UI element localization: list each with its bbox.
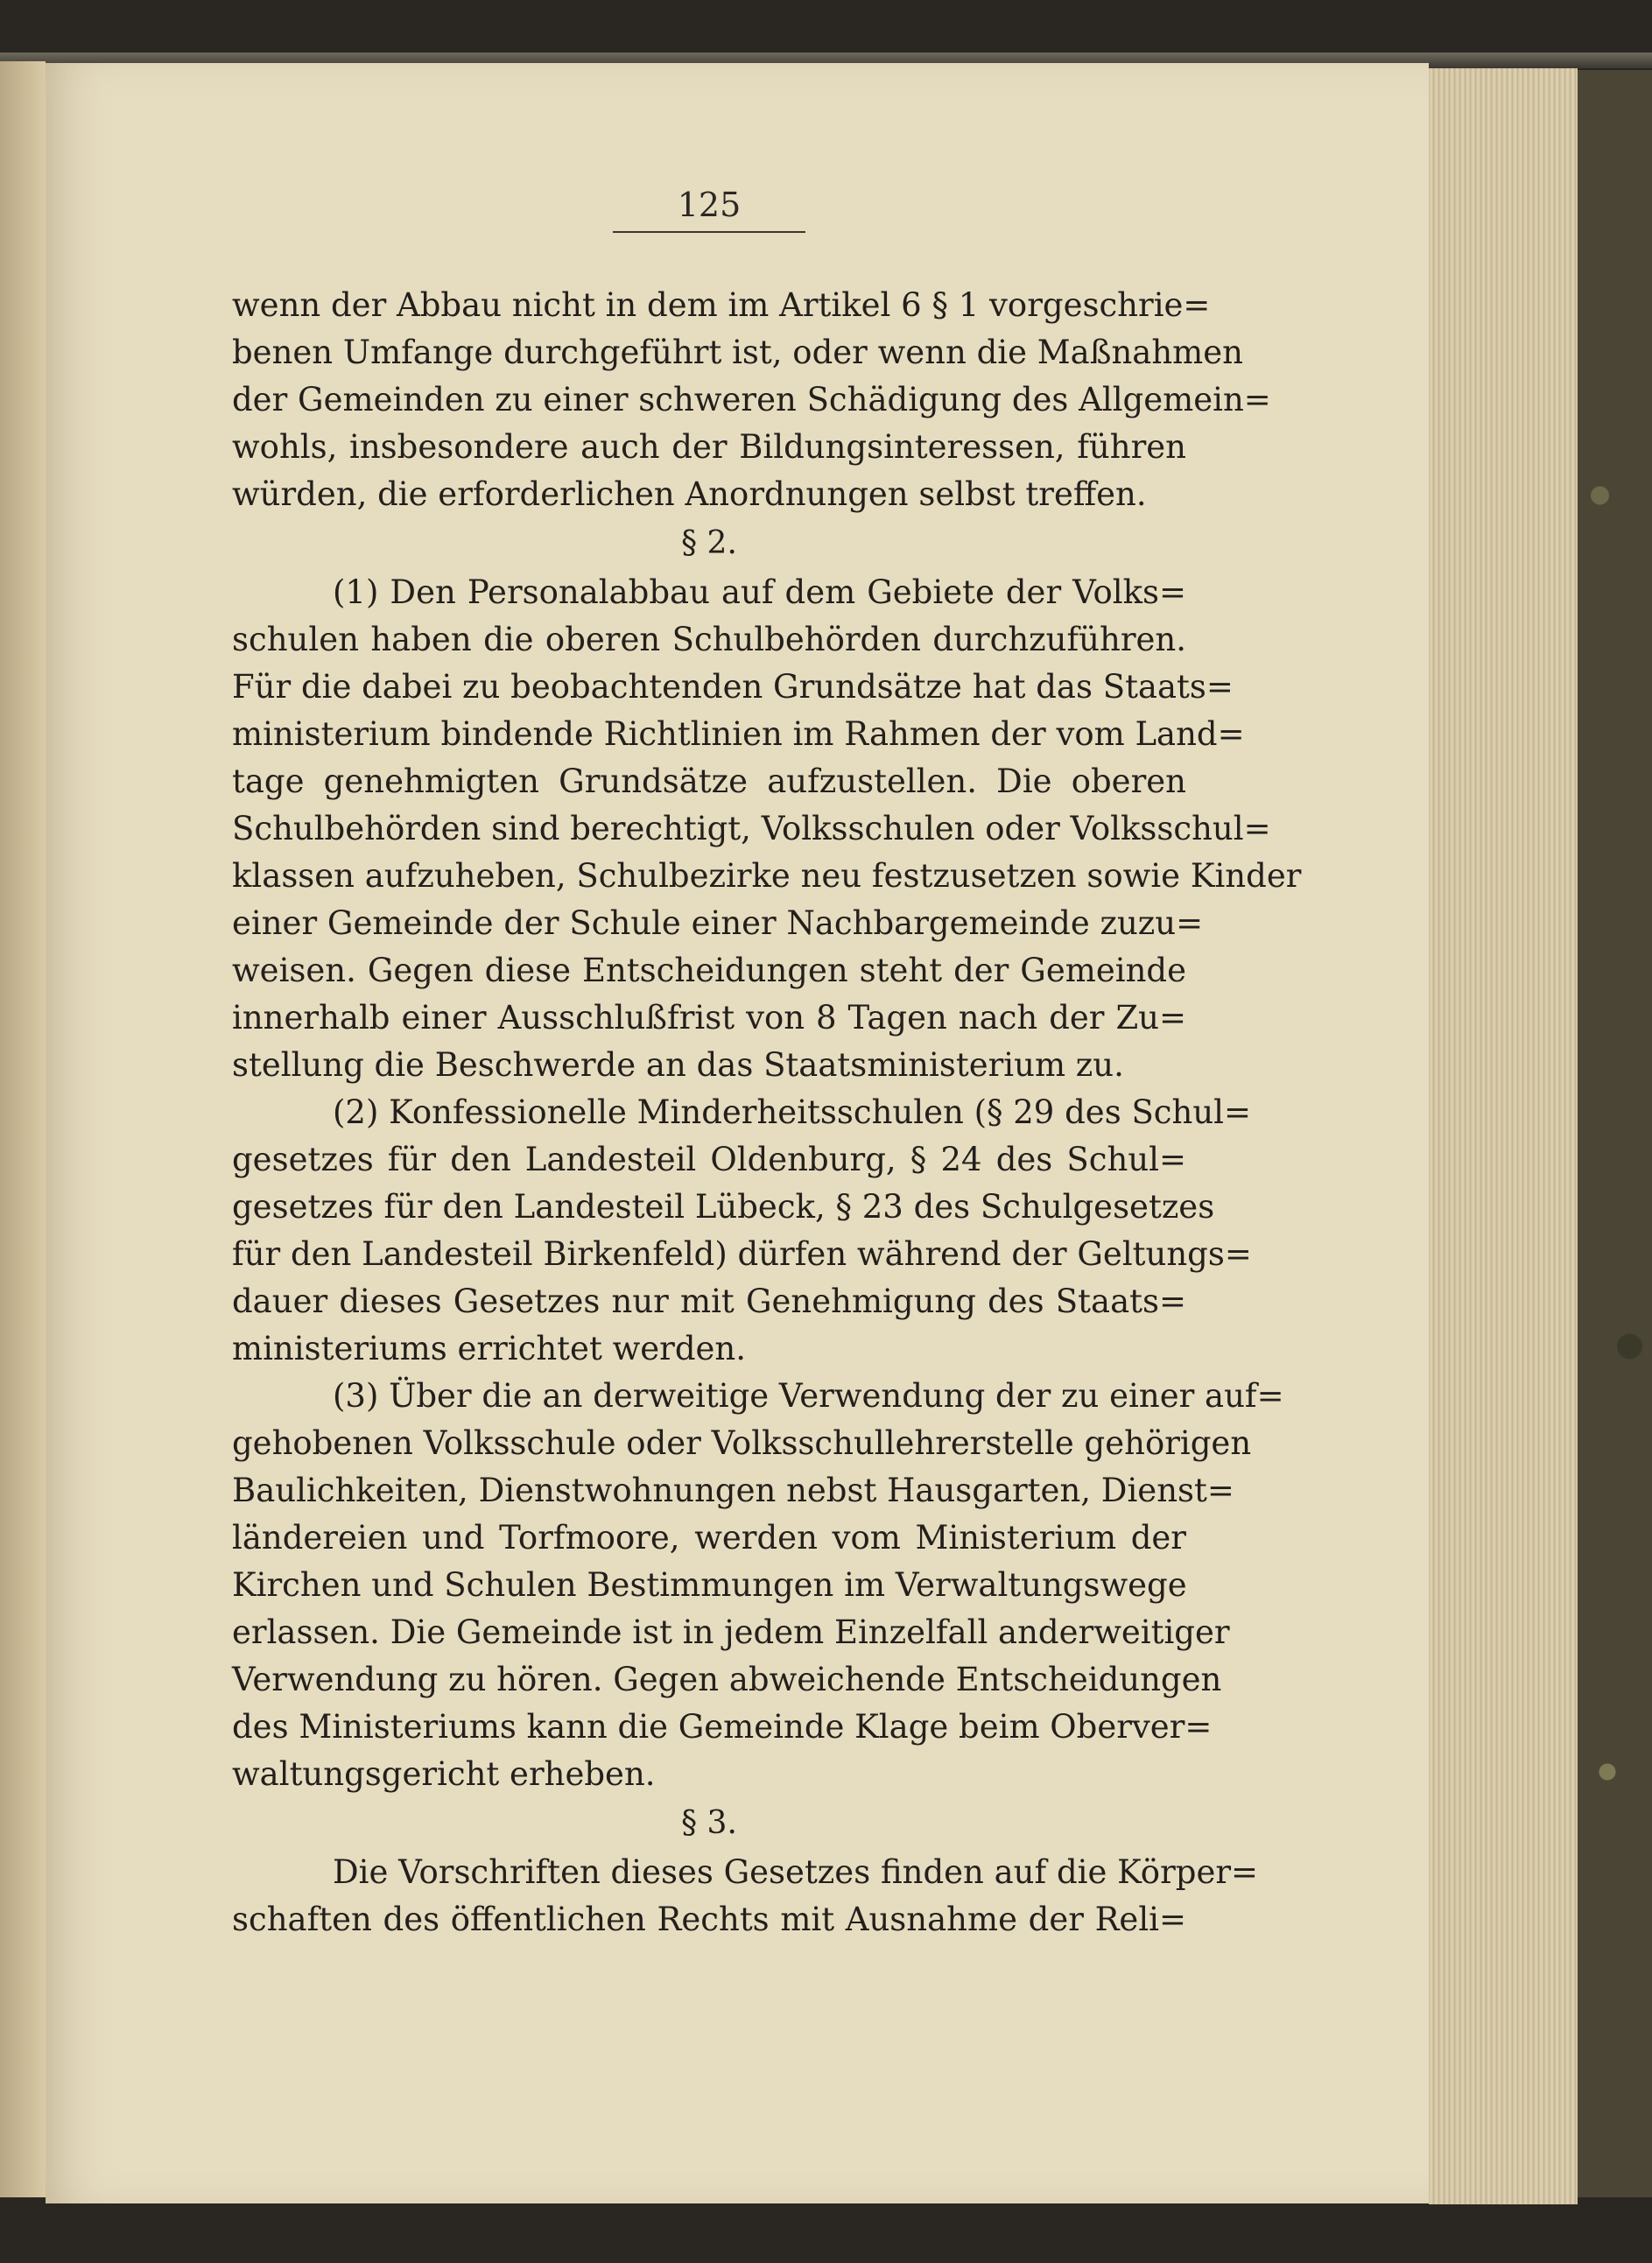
text-line: Kirchen und Schulen Bestimmungen im Verwaltungswege	[232, 1566, 1187, 1604]
text-line: stellung die Beschwerde an das Staatsministerium zu.	[232, 1046, 1124, 1084]
text-line: Schulbehörden sind berechtigt, Volksschulen oder Volksschul=	[232, 810, 1271, 847]
text-line: gehobenen Volksschule oder Volksschullehrerstelle gehörigen	[232, 1424, 1252, 1462]
text-line: weisen. Gegen diese Entscheidungen steht der Gemeinde	[232, 952, 1186, 989]
text-line: Die Vorschriften dieses Gesetzes finden auf die Körper=	[333, 1853, 1259, 1891]
left-page-edge	[0, 61, 46, 2197]
section-heading-3: § 3.	[681, 1805, 737, 1841]
text-line: ministerium bindende Richtlinien im Rahmen der vom Land=	[232, 715, 1245, 753]
marbled-cover	[1578, 70, 1652, 2197]
page-stack-edges	[1429, 68, 1578, 2204]
text-line: ministeriums errichtet werden.	[232, 1330, 746, 1367]
text-line: erlassen. Die Gemeinde ist in jedem Einzelfall anderweitiger	[232, 1613, 1230, 1651]
text-line: innerhalb einer Ausschlußfrist von 8 Tagen nach der Zu=	[232, 999, 1186, 1037]
section-heading-2: § 2.	[681, 525, 737, 561]
text-line: gesetzes für den Landesteil Oldenburg, § 24 des Schul=	[232, 1141, 1186, 1178]
page-number: 125	[677, 186, 742, 224]
text-line: tage genehmigten Grundsätze aufzustellen. Die oberen	[232, 763, 1186, 800]
text-line: (1) Den Personalabbau auf dem Gebiete der Volks=	[333, 573, 1186, 611]
text-line: des Ministeriums kann die Gemeinde Klage beim Oberver=	[232, 1708, 1213, 1746]
text-line: Für die dabei zu beobachtenden Grundsätze hat das Staats=	[232, 668, 1234, 706]
text-line: schaften des öffentlichen Rechts mit Ausnahme der Reli=	[232, 1901, 1186, 1938]
text-line: benen Umfange durchgeführt ist, oder wenn die Maßnahmen	[232, 334, 1243, 371]
text-line: einer Gemeinde der Schule einer Nachbargemeinde zuzu=	[232, 904, 1204, 942]
text-line: wenn der Abbau nicht in dem im Artikel 6 § 1 vorgeschrie=	[232, 286, 1211, 324]
text-line: gesetzes für den Landesteil Lübeck, § 23 des Schulgesetzes	[232, 1188, 1215, 1226]
text-line: waltungsgericht erheben.	[232, 1755, 656, 1793]
text-line: ländereien und Torfmoore, werden vom Ministerium der	[232, 1519, 1186, 1557]
text-line: Verwendung zu hören. Gegen abweichende Entscheidungen	[232, 1661, 1222, 1698]
text-line: der Gemeinden zu einer schweren Schädigung des Allgemein=	[232, 381, 1271, 418]
text-line: Baulichkeiten, Dienstwohnungen nebst Hausgarten, Dienst=	[232, 1472, 1234, 1509]
text-line: (2) Konfessionelle Minderheitsschulen (§ 29 des Schul=	[333, 1093, 1252, 1131]
text-line: wohls, insbesondere auch der Bildungsinteressen, führen	[232, 428, 1186, 466]
text-line: (3) Über die an derweitige Verwendung der zu einer auf=	[333, 1377, 1284, 1415]
text-line: klassen aufzuheben, Schulbezirke neu festzusetzen sowie Kinder	[232, 857, 1302, 895]
text-line: dauer dieses Gesetzes nur mit Genehmigung des Staats=	[232, 1283, 1186, 1320]
header-rule	[613, 231, 805, 233]
text-line: für den Landesteil Birkenfeld) dürfen während der Geltungs=	[232, 1235, 1252, 1273]
text-line: schulen haben die oberen Schulbehörden durchzuführen.	[232, 621, 1186, 658]
text-line: würden, die erforderlichen Anordnungen selbst treffen.	[232, 475, 1147, 513]
text-block-1	[232, 282, 1302, 1943]
